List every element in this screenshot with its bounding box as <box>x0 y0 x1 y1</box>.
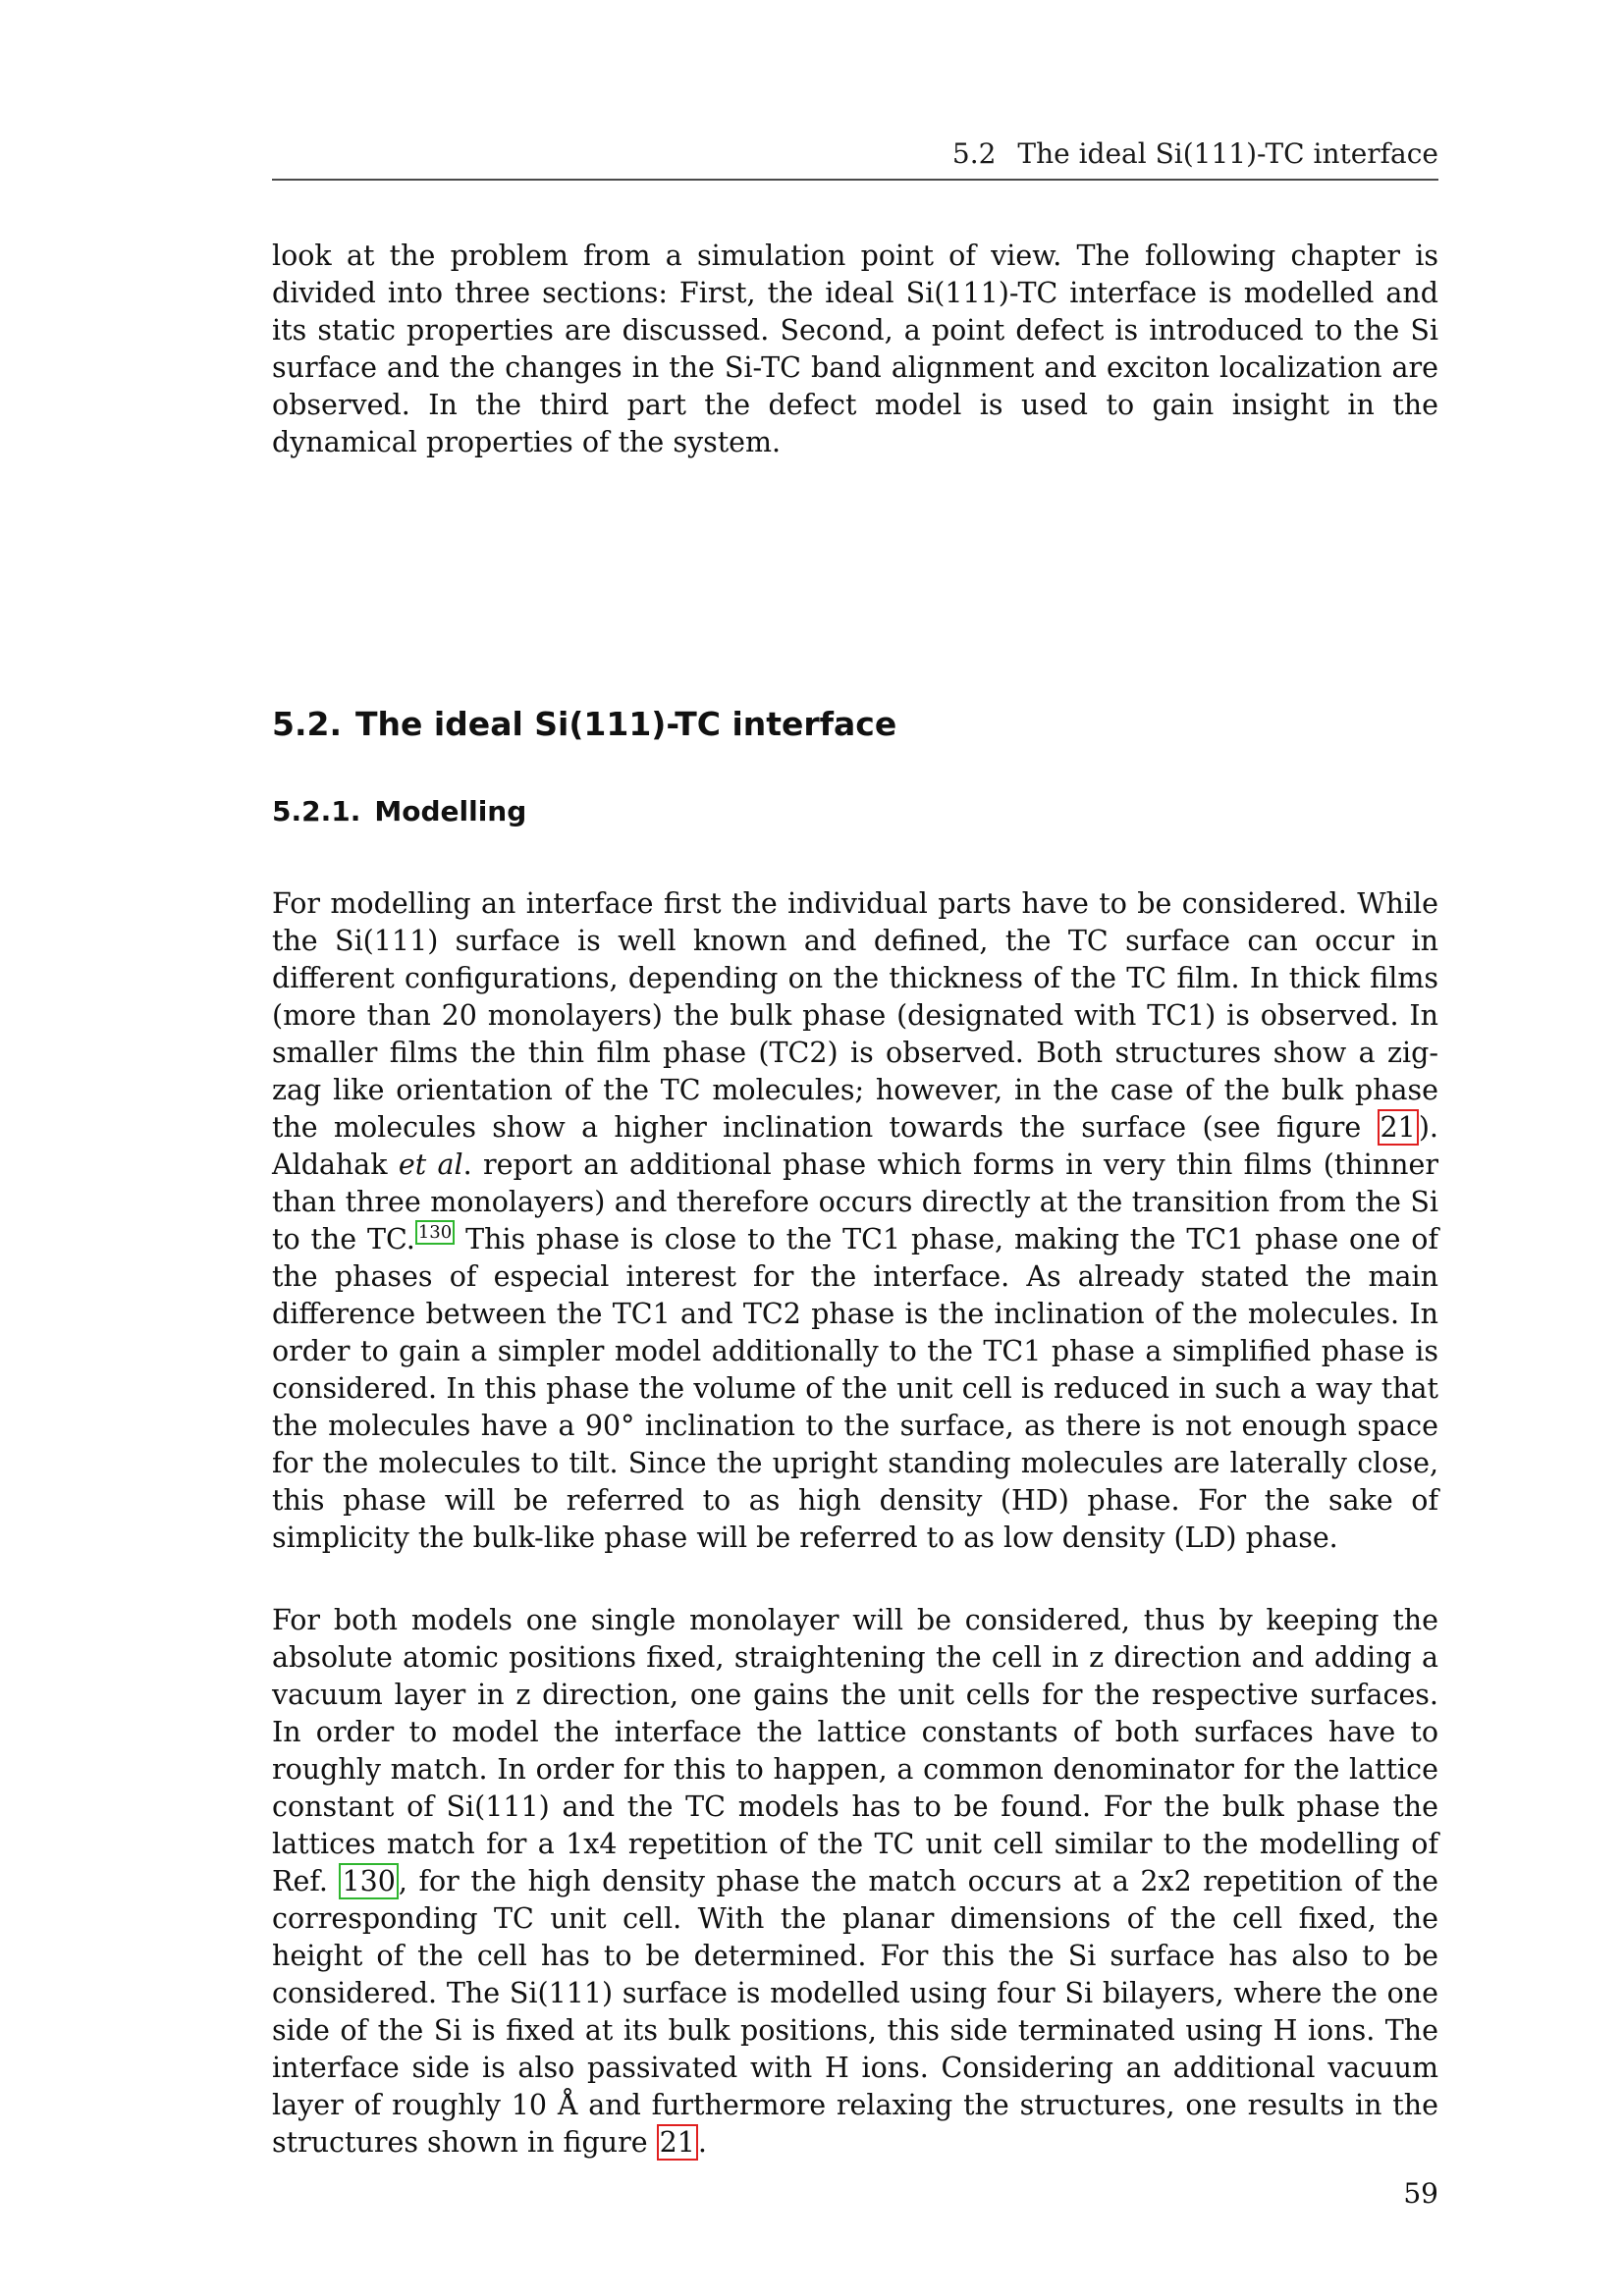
paragraph-1-text-c: . report an additional phase which forms in very thin films (thinner than three monolayers) and therefore occurs directly at the transition from the Si to the TC. <box>272 1148 1438 1255</box>
paragraph-1-text-a: For modelling an interface first the individual parts have to be considered. While the Si(111) surface is well known and defined, the TC surface can occur in different configurations, depending on the thickness of the TC film. In thick films (more than 20 monolayers) the bulk phase (designated with TC1) is observed. In smaller films the thin film phase (TC2) is observed. Both structures show a zig-zag like orientation of the TC molecules; however, in the case of the bulk phase the molecules show a higher inclination towards the surface (see figure <box>272 887 1438 1144</box>
et-al-text: et al <box>398 1148 463 1181</box>
section-heading <box>272 705 896 743</box>
section-number: 5.2. <box>272 705 342 743</box>
intro-paragraph-block <box>272 238 1438 461</box>
section-title: The ideal Si(111)-TC interface <box>355 705 897 743</box>
paragraph-1-text-b: ). Aldahak <box>272 1111 1438 1181</box>
page-number: 59 <box>1403 2177 1438 2210</box>
subsection-number: 5.2.1. <box>272 795 361 828</box>
paragraph-2-text-b: , for the high density phase the match occurs at a 2x2 repetition of the corresponding TC unit cell. With the planar dimensions of the cell fixed, the height of the cell has to be determined. For this the Si surface has also to be considered. The Si(111) surface is modelled using four Si bilayers, where the one side of the Si is fixed at its bulk positions, this side terminated using H ions. The interface side is also passivated with H ions. Considering an additional vacuum layer of roughly 10 Å and furthermore relaxing the structures, one results in the structures shown in figure <box>272 1865 1438 2159</box>
modelling-paragraph-1 <box>272 885 1438 1557</box>
modelling-paragraph-1-block <box>272 885 1438 1557</box>
paragraph-2-text-c: . <box>697 2126 707 2159</box>
modelling-paragraph-2 <box>272 1602 1438 2162</box>
modelling-paragraph-2-block <box>272 1602 1438 2162</box>
figure-21-link[interactable]: 21 <box>1378 1109 1419 1146</box>
figure-21-link-2[interactable]: 21 <box>657 2124 698 2161</box>
running-header-section-title: The ideal Si(111)-TC interface <box>1017 137 1438 170</box>
subsection-heading <box>272 795 526 828</box>
citation-130-superscript <box>415 1221 455 1243</box>
intro-paragraph: look at the problem from a simulation point of view. The following chapter is divided into three sections: First, the ideal Si(111)-TC interface is modelled and its static properties are discussed. Second, a point defect is introduced to the Si surface and the changes in the Si-TC band alignment and exciton localization are observed. In the third part the defect model is used to gain insight in the dynamical properties of the system. <box>272 240 1438 458</box>
paragraph-2-text-a: For both models one single monolayer will be considered, thus by keeping the absolute atomic positions fixed, straightening the cell in z direction and adding a vacuum layer in z direction, one gains the unit cells for the respective surfaces. In order to model the interface the lattice constants of both surfaces have to roughly match. In order for this to happen, a common denominator for the lattice constant of Si(111) and the TC models has to be found. For the bulk phase the lattices match for a 1x4 repetition of the TC unit cell similar to the modelling of Ref. <box>272 1604 1438 1897</box>
running-header-section-number: 5.2 <box>951 137 997 170</box>
running-header <box>272 137 1438 181</box>
subsection-title: Modelling <box>374 795 527 828</box>
ref-130-link[interactable]: 130 <box>339 1863 398 1899</box>
paragraph-1-text-d: This phase is close to the TC1 phase, making the TC1 phase one of the phases of especial interest for the interface. As already stated the main difference between the TC1 and TC2 phase is the inclination of the molecules. In order to gain a simpler model additionally to the TC1 phase a simplified phase is considered. In this phase the volume of the unit cell is reduced in such a way that the molecules have a 90° inclination to the surface, as there is not enough space for the molecules to tilt. Since the upright standing molecules are laterally close, this phase will be referred to as high density (HD) phase. For the sake of simplicity the bulk-like phase will be referred to as low density (LD) phase. <box>272 1223 1439 1554</box>
citation-130-link[interactable]: 130 <box>415 1220 455 1245</box>
